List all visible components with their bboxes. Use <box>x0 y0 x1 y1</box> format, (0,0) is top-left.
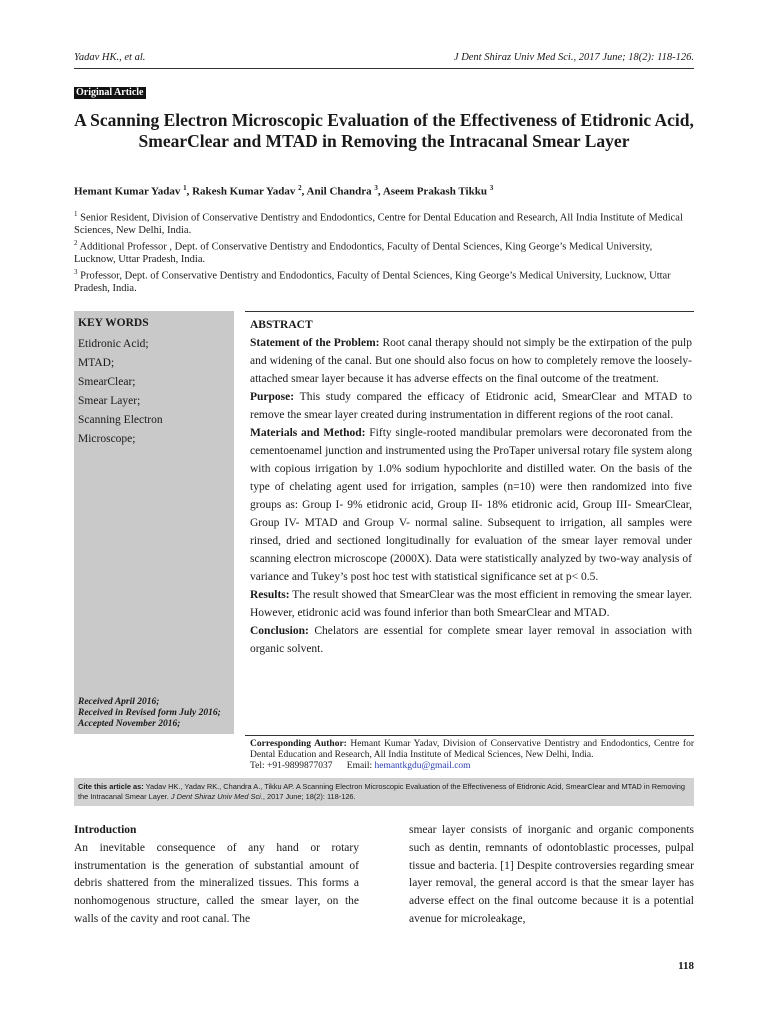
abstract-section <box>250 334 692 388</box>
affiliation-number: 3 <box>74 267 78 276</box>
corresponding-author <box>250 739 694 772</box>
abstract-section-text: Fifty single-rooted mandibular premolars were decoronated from the cementoenamel junction and instrumented using the ProTaper universal rotary file system along with copious irrigation by 1.0% sodium hypochlorite and distilled water. On the basis of the type of chelating agent used for irrigation, samples (n=10) were then randomized into five groups as: Group I- 9% etidronic acid, Group II- 18% etidronic acid, Group III- SmearClear, Group IV- MTAD and Group V- normal saline. Subsequent to irrigation, all samples were rinsed, dried and sectioned longitudinally for evaluation of the smear layer removal under scanning electron microscope (2000X). Data were statistically analyzed by two-way analysis of variance and Tukey’s post hoc test with statistical significance set at p< 0.5. <box>250 427 692 583</box>
affiliation-item <box>74 237 694 266</box>
keyword-item: SmearClear; <box>78 376 136 388</box>
abstract-section-label: Results: <box>250 589 290 601</box>
author-affiliation-marker: 3 <box>489 184 494 192</box>
email-link[interactable]: hemantkgdu@gmail.com <box>374 761 471 771</box>
author-separator: , <box>301 185 307 198</box>
keywords-list <box>78 335 163 449</box>
running-head-authors: Yadav HK., et al. <box>74 52 146 63</box>
citation-box <box>74 778 694 806</box>
affiliation-number: 1 <box>74 210 78 218</box>
author-separator: , <box>377 185 383 198</box>
section-heading-introduction: Introduction <box>74 824 137 836</box>
abstract-section <box>250 388 692 424</box>
keyword-item: MTAD; <box>78 357 115 369</box>
abstract-section-text: Root canal therapy should not simply be the extirpation of the pulp and widening of the canal. But one should also focus on how to completely remove the loosely-attached smear layer because it has adverse effects on the final outcome of the treatment. <box>250 337 692 385</box>
abstract-section-label: Conclusion: <box>250 625 309 637</box>
page-number: 118 <box>678 960 694 972</box>
affiliation-text: Additional Professor , Dept. of Conservative Dentistry and Endodontics, Faculty of Dental Sciences, King George’s Medical University, Lucknow, Uttar Pradesh, India. <box>74 241 653 265</box>
date-line: Received April 2016; <box>78 697 160 707</box>
author-separator: , <box>186 185 193 198</box>
keyword-item: Scanning Electron <box>78 414 163 426</box>
submission-dates <box>78 697 221 730</box>
author-name: Hemant Kumar Yadav <box>74 185 181 198</box>
body-column-right <box>409 822 694 929</box>
author-name: Rakesh Kumar Yadav <box>192 185 296 198</box>
email-label: Email: <box>346 761 375 771</box>
affiliations <box>74 208 694 295</box>
body-paragraph-right: smear layer consists of inorganic and organic components such as dentin, remnants of odontoblastic processes, pulpal tissue and bacteria. [1] Despite controversies regarding smear layer removal, the general accord is that the smear layer has adverse effect on the final outcome because it is a potential avenue for microleakage, <box>409 824 694 925</box>
article-type-badge: Original Article <box>76 87 144 98</box>
cite-tail: , 2017 June; 18(2): 118-126. <box>262 792 356 801</box>
affiliation-text: Senior Resident, Division of Conservative Dentistry and Endodontics, Centre for Dental Education and Research, All India Institute of Medical Sciences, New Delhi, India. <box>74 212 683 236</box>
running-head-journal: J Dent Shiraz Univ Med Sci., 2017 June; 18(2): 118-126. <box>453 52 694 63</box>
abstract-section <box>250 424 692 586</box>
abstract <box>250 316 692 658</box>
keyword-item: Microscope; <box>78 433 136 445</box>
abstract-section-text: The result showed that SmearClear was the most efficient in removing the smear layer. However, etidronic acid was found inferior than both SmearClear and MTAD. <box>250 589 692 619</box>
corresponding-text: Hemant Kumar Yadav, Division of Conservative Dentistry and Endodontics, Centre for Dental Education and Research, All India Institute of Medical Sciences, New Delhi, India. <box>250 739 694 760</box>
corresponding-rule <box>245 735 694 736</box>
abstract-section-text: This study compared the efficacy of Etidronic acid, SmearClear and MTAD to remove the smear layer created during instrumentation in different regions of the root canal. <box>250 391 692 421</box>
keyword-item: Etidronic Acid; <box>78 338 149 350</box>
abstract-sections <box>250 334 692 658</box>
affiliation-text: Professor, Dept. of Conservative Dentistry and Endodontics, Faculty of Dental Sciences, King George’s Medical University, Lucknow, Uttar Pradesh, India. <box>74 270 671 294</box>
abstract-heading: ABSTRACT <box>250 319 313 331</box>
affiliation-number: 2 <box>74 238 78 247</box>
date-line: Received in Revised form July 2016; <box>78 708 221 718</box>
author-affiliation-marker: 3 <box>374 184 378 192</box>
abstract-section <box>250 622 692 658</box>
body-column-left <box>74 822 359 929</box>
abstract-section-label: Statement of the Problem: <box>250 337 380 349</box>
keywords-heading: KEY WORDS <box>78 317 149 329</box>
corresponding-tel: Tel: +91-9899877037 <box>250 761 333 771</box>
author-affiliation-marker: 2 <box>298 184 302 192</box>
corresponding-label: Corresponding Author: <box>250 739 347 749</box>
author-list <box>74 184 694 198</box>
affiliation-item <box>74 266 694 295</box>
cite-text: Yadav HK., Yadav RK., Chandra A., Tikku AP. A Scanning Electron Microscopic Evaluation of the Effectiveness of Etidronic Acid, SmearClear and MTAD in Removing the Intracanal Smear Layer. <box>78 782 686 801</box>
author-affiliation-marker: 1 <box>183 184 187 192</box>
abstract-section <box>250 586 692 622</box>
author-name: Aseem Prakash Tikku <box>382 185 487 198</box>
affiliation-item <box>74 208 694 237</box>
cite-label: Cite this article as: <box>78 782 144 791</box>
header-rule <box>74 68 694 69</box>
abstract-rule <box>245 311 694 312</box>
abstract-section-label: Materials and Method: <box>250 427 366 439</box>
cite-journal: J Dent Shiraz Univ Med Sci. <box>170 792 263 801</box>
keyword-item: Smear Layer; <box>78 395 141 407</box>
author-name: Anil Chandra <box>306 185 372 198</box>
date-line: Accepted November 2016; <box>78 719 181 729</box>
article-title: A Scanning Electron Microscopic Evaluation of the Effectiveness of Etidronic Acid, SmearClear and MTAD in Removing the Intracanal Smear Layer <box>74 110 694 151</box>
abstract-section-label: Purpose: <box>250 391 295 403</box>
body-paragraph-left: An inevitable consequence of any hand or rotary instrumentation is the generation of substantial amount of debris shattered from the mineralized tissues. This forms a nonhomogenous structure, called the smear layer, on the walls of the cavity and root canal. The <box>74 841 359 925</box>
abstract-section-text: Chelators are essential for complete smear layer removal in association with organic solvent. <box>250 625 692 655</box>
keywords-box <box>74 311 234 734</box>
running-head <box>74 52 694 66</box>
